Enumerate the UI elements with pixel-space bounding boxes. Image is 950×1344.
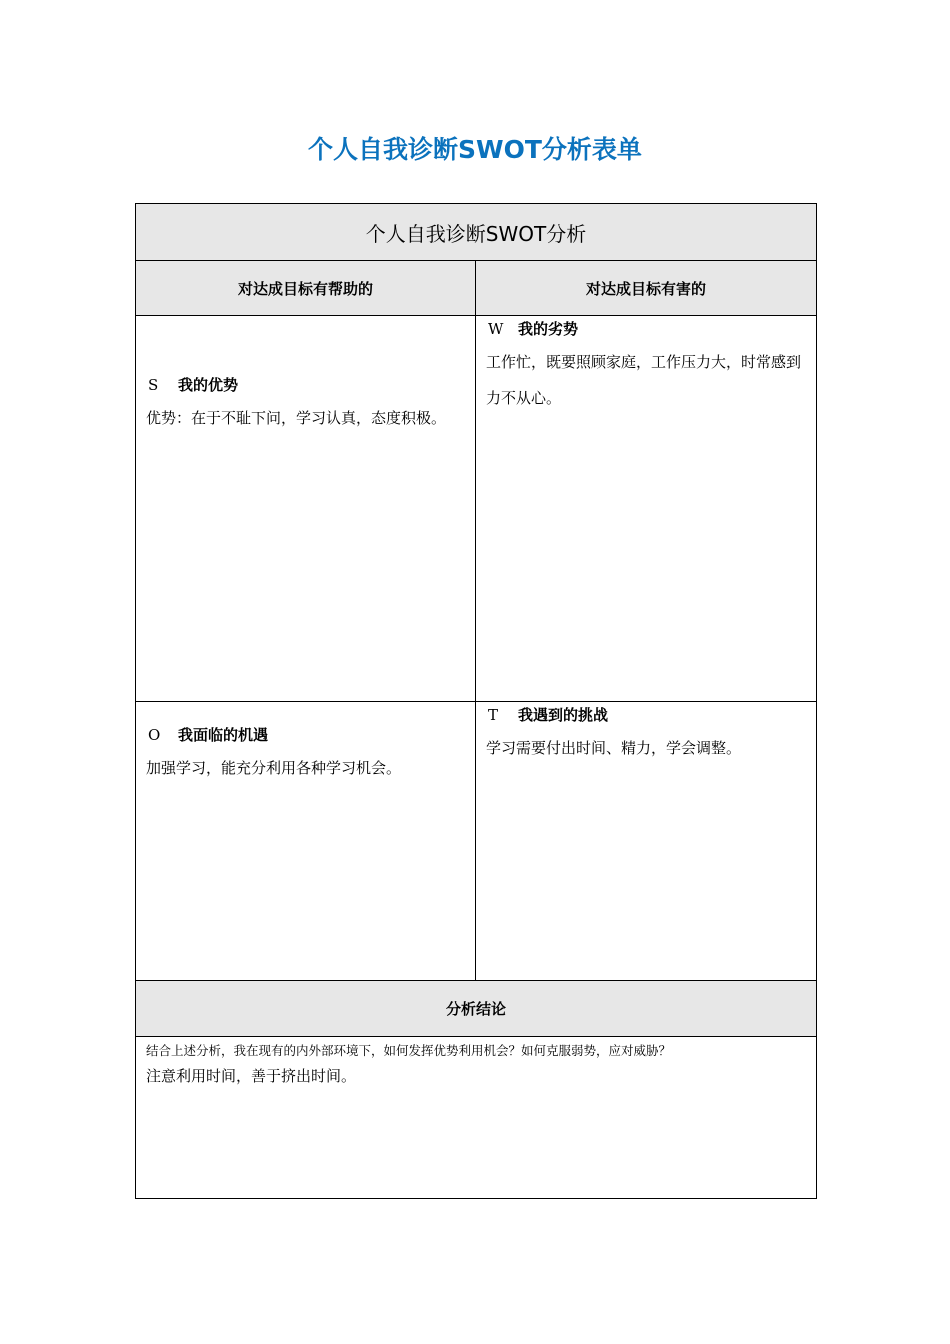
opportunities-letter: O	[148, 726, 161, 744]
table-header: 个人自我诊断SWOT分析	[136, 204, 817, 261]
strengths-label: 我的优势	[178, 376, 239, 394]
threats-label: 我遇到的挑战	[518, 706, 609, 724]
swot-table	[135, 203, 817, 1199]
weaknesses-heading	[488, 318, 578, 340]
threats-text: 学习需要付出时间、精力，学会调整。	[486, 739, 742, 757]
opportunities-label: 我面临的机遇	[178, 726, 269, 744]
threats-heading	[488, 704, 608, 726]
weaknesses-cell	[476, 316, 817, 702]
conclusion-body-row	[136, 1037, 817, 1199]
quadrant-row-bottom	[136, 702, 817, 981]
weaknesses-text: 工作忙，既要照顾家庭，工作压力大，时常感到力不从心。	[486, 353, 802, 407]
conclusion-header-row	[136, 981, 817, 1037]
column-header-row	[136, 261, 817, 316]
weaknesses-letter: W	[488, 320, 504, 338]
strengths-heading	[148, 374, 238, 396]
opportunities-heading	[148, 724, 268, 746]
strengths-letter: S	[148, 376, 159, 394]
opportunities-text: 加强学习，能充分利用各种学习机会。	[146, 759, 402, 777]
strengths-text: 优势：在于不耻下问，学习认真，态度积极。	[146, 409, 447, 427]
column-header-helpful: 对达成目标有帮助的	[136, 261, 476, 316]
weaknesses-label: 我的劣势	[518, 320, 579, 338]
conclusion-cell	[136, 1037, 817, 1199]
document-title: 个人自我诊断SWOT分析表单	[308, 135, 642, 164]
conclusion-answer: 注意利用时间，善于挤出时间。	[146, 1067, 357, 1085]
conclusion-question: 结合上述分析，我在现有的内外部环境下，如何发挥优势利用机会？如何克服弱势，应对威胁？	[146, 1043, 672, 1058]
table-header-row	[136, 204, 817, 261]
strengths-cell	[136, 316, 476, 702]
quadrant-row-top	[136, 316, 817, 702]
threats-cell	[476, 702, 817, 981]
threats-letter: T	[488, 706, 499, 724]
conclusion-header: 分析结论	[136, 981, 817, 1037]
column-header-harmful: 对达成目标有害的	[476, 261, 817, 316]
opportunities-cell	[136, 702, 476, 981]
